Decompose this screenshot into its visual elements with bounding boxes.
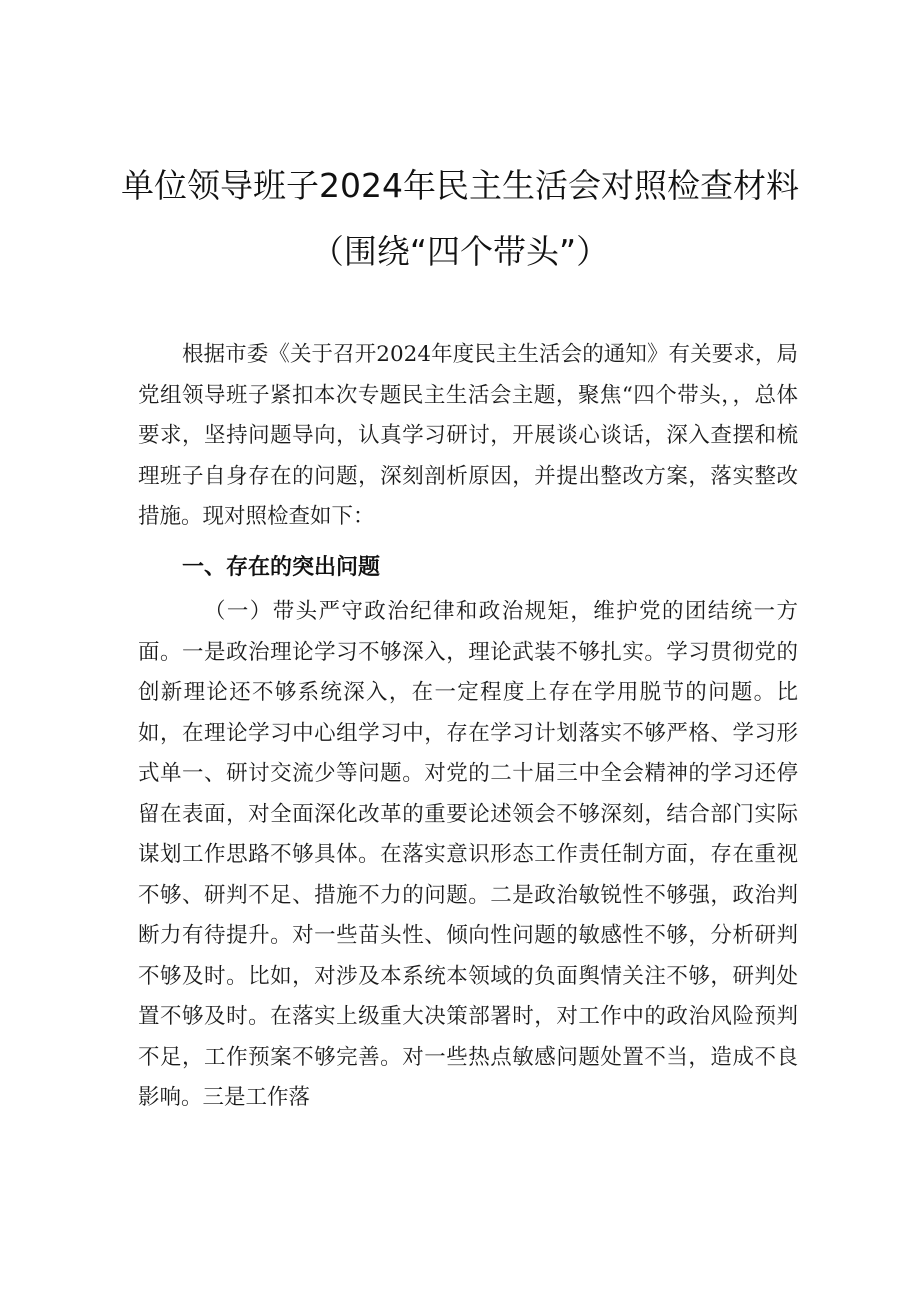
intro-paragraph: 根据市委《关于召开2024年度民主生活会的通知》有关要求，局党组领导班子紧扣本次专题民主生活会主题，聚焦“四个带头，，总体要求，坚持问题导向，认真学习研讨，开展谈心谈话，深入查摆和梳理班子自身存在的问题，深刻剖析原因，并提出整改方案，落实整改措施。现对照检查如下： xyxy=(138,342,798,529)
document-subtitle: （围绕“四个带头”） xyxy=(310,232,610,271)
section-paragraph: （一）带头严守政治纪律和政治规矩，维护党的团结统一方面。一是政治理论学习不够深入，理论武装不够扎实。学习贯彻党的创新理论还不够系统深入，在一定程度上存在学用脱节的问题。比如，在理论学习中心组学习中，存在学习计划落实不够严格、学习形式单一、研讨交流少等问题。对党的二十届三中全会精神的学习还停留在表面，对全面深化改革的重要论述领会不够深刻，结合部门实际谋划工作思路不够具体。在落实意识形态工作责任制方面，存在重视不够、研判不足、措施不力的问题。二是政治敏锐性不够强，政治判断力有待提升。对一些苗头性、倾向性问题的敏感性不够，分析研判不够及时。比如，对涉及本系统本领域的负面舆情关注不够，研判处置不够及时。在落实上级重大决策部署时，对工作中的政治风险预判不足，工作预案不够完善。对一些热点敏感问题处置不当，造成不良影响。三是工作落 xyxy=(138,599,798,1110)
section-heading: 一、存在的突出问题 xyxy=(182,555,381,580)
document-title: 单位领导班子2024年民主生活会对照检查材料 xyxy=(121,166,799,205)
